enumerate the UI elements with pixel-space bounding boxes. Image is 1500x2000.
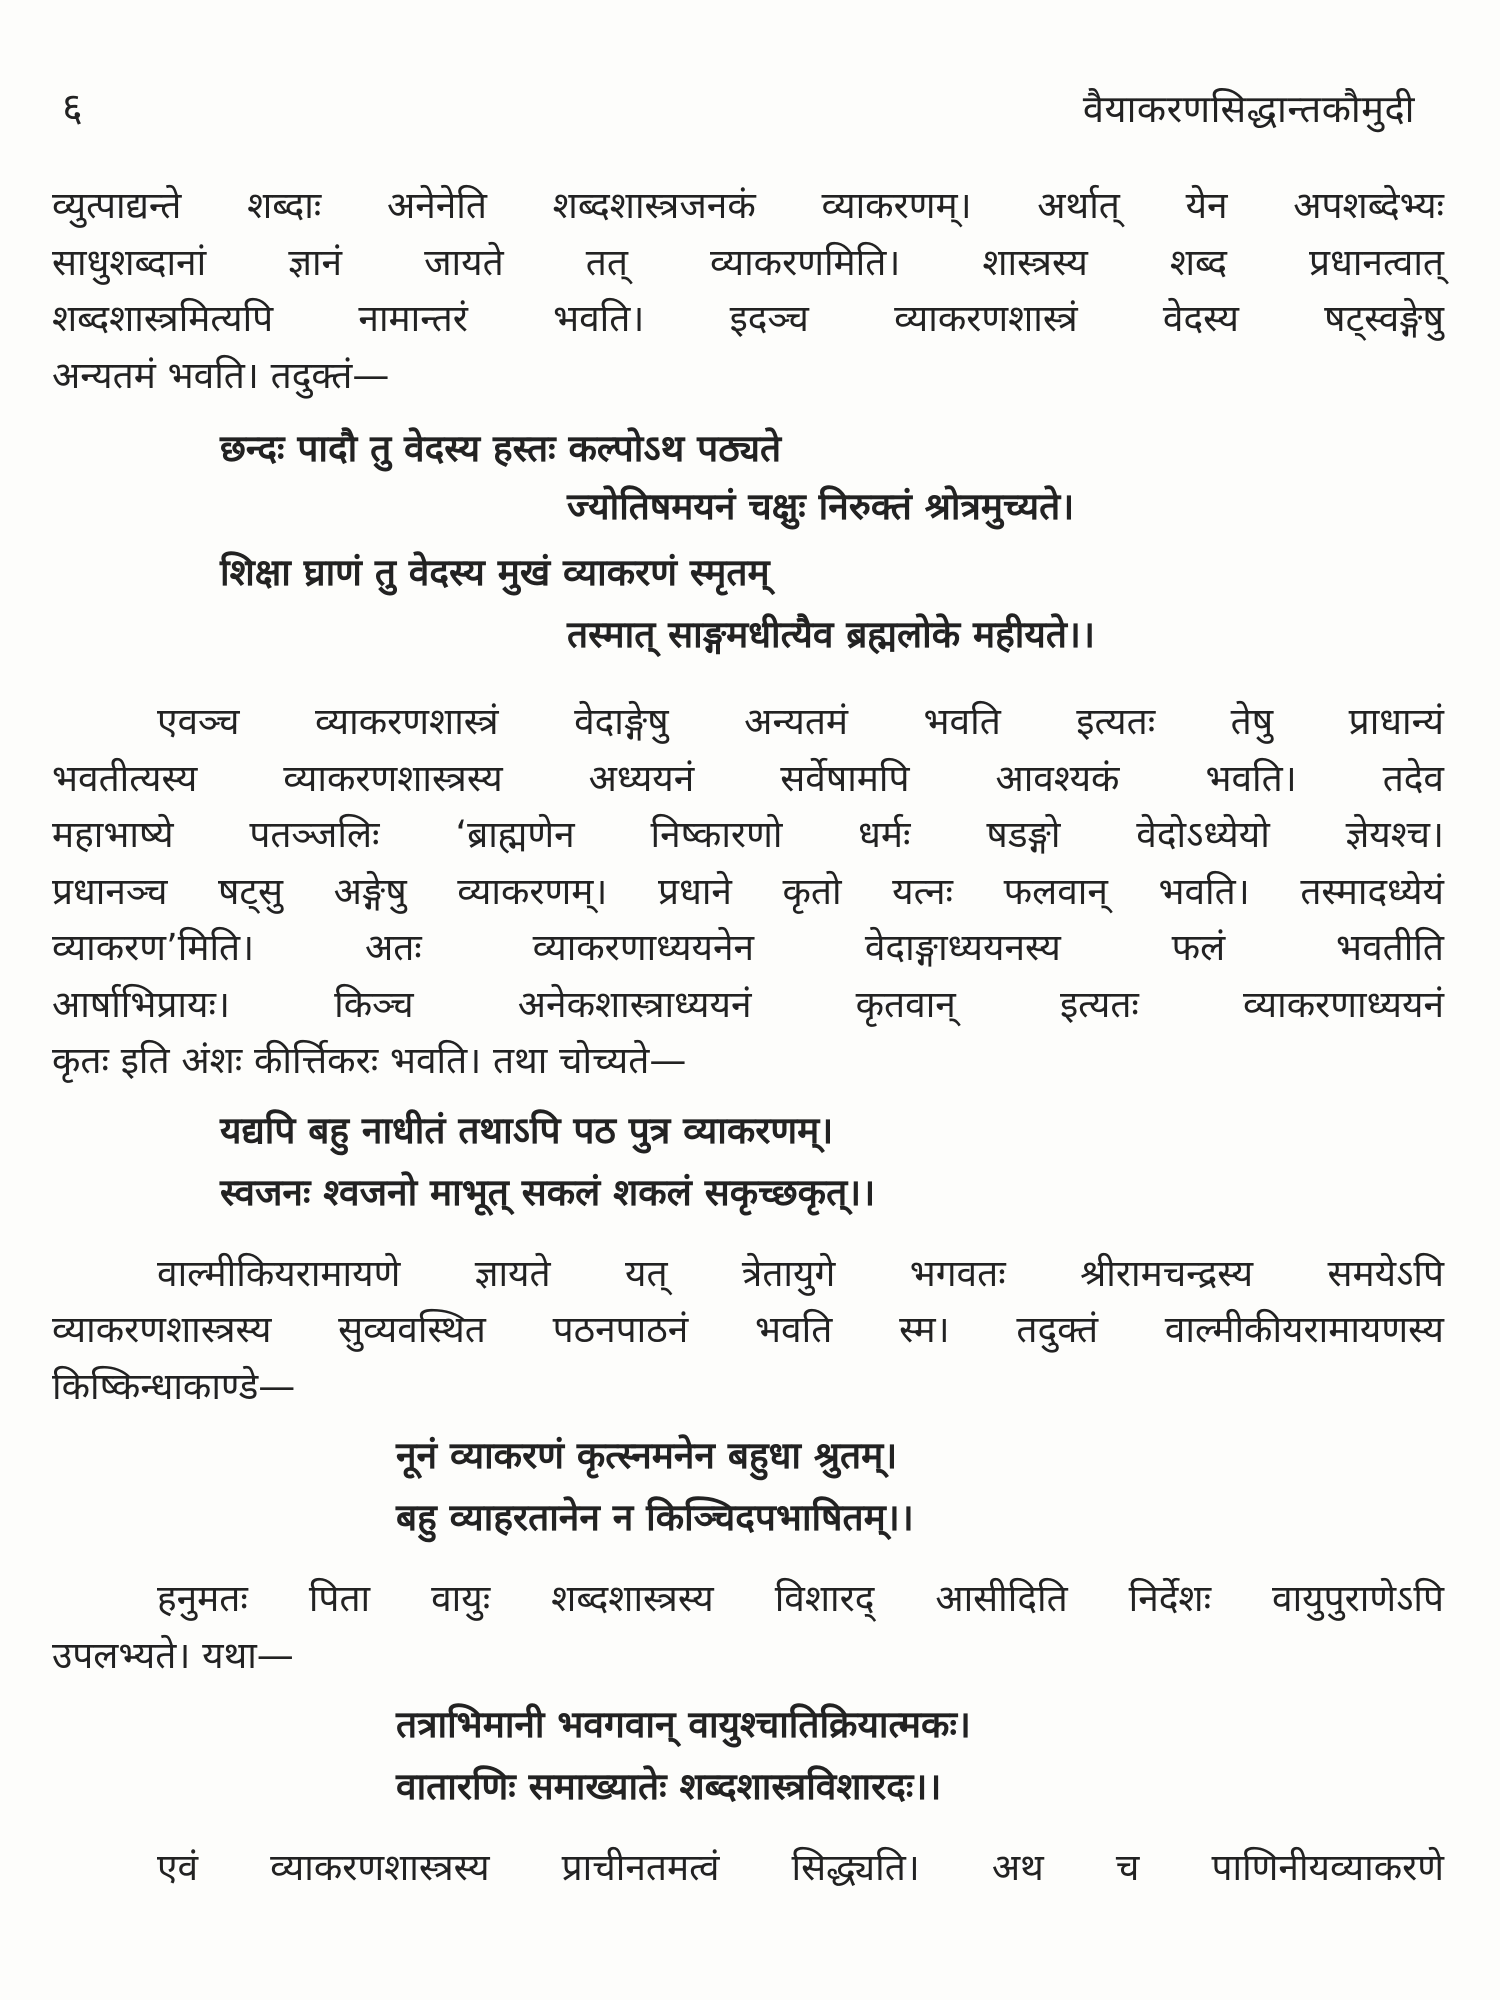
paragraph-1 bbox=[52, 178, 1444, 404]
paragraph-3 bbox=[52, 1246, 1444, 1416]
verse-line: वातारणिः समाख्यातेः शब्दशास्त्रविशारदः।। bbox=[396, 1765, 942, 1808]
paragraph-line: एवञ्च व्याकरणशास्त्रं वेदाङ्गेषु अन्यतमं भवति इत्यतः तेषु प्राधान्यं bbox=[157, 700, 1444, 743]
paragraph-4 bbox=[52, 1571, 1444, 1684]
paragraph-line: व्याकरण’मिति। अतः व्याकरणाध्ययनेन वेदाङ्गाध्ययनस्य फलं भवतीति bbox=[52, 926, 1444, 969]
verse-line: बहु व्याहरतानेन न किञ्चिदपभाषितम्।। bbox=[396, 1496, 914, 1539]
paragraph-line: आर्षाभिप्रायः। किञ्च अनेकशास्त्राध्ययनं कृतवान् इत्यतः व्याकरणाध्ययनं bbox=[52, 982, 1444, 1026]
running-head-title: वैयाकरणसिद्धान्तकौमुदी bbox=[1082, 87, 1415, 131]
page-body bbox=[52, 178, 1444, 1897]
paragraph-line: व्युत्पाद्यन्ते शब्दाः अनेनेति शब्दशास्त्रजनकं व्याकरणम्। अर्थात् येन अपशब्देभ्यः bbox=[52, 184, 1444, 227]
paragraph-line: प्रधानञ्च षट्सु अङ्गेषु व्याकरणम्। प्रधाने कृतो यत्नः फलवान् भवति। तस्मादध्येयं bbox=[52, 869, 1444, 913]
verse-line: नूनं व्याकरणं कृत्स्नमनेन बहुधा श्रुतम्। bbox=[396, 1434, 898, 1477]
verse-line: यद्यपि बहु नाधीतं तथाऽपि पठ पुत्र व्याकरणम्। bbox=[220, 1108, 834, 1152]
paragraph-line: कृतः इति अंशः कीर्त्तिकरः भवति। तथा चोच्यते— bbox=[52, 1039, 687, 1082]
verse-line: शिक्षा घ्राणं तु वेदस्य मुखं व्याकरणं स्मृतम् bbox=[220, 551, 770, 594]
paragraph-line: वाल्मीकियरामायणे ज्ञायते यत् त्रेतायुगे भगवतः श्रीरामचन्द्रस्य समयेऽपि bbox=[157, 1251, 1444, 1295]
paragraph-2 bbox=[52, 694, 1444, 1090]
paragraph-line: व्याकरणशास्त्रस्य सुव्यवस्थित पठनपाठनं भवति स्म। तदुक्तं वाल्मीकीयरामायणस्य bbox=[52, 1308, 1444, 1351]
verse-line: तत्राभिमानी भवगवान् वायुश्चातिक्रियात्मकः। bbox=[396, 1703, 971, 1746]
paragraph-line: उपलभ्यते। यथा— bbox=[52, 1633, 294, 1677]
paragraph-5 bbox=[52, 1840, 1444, 1897]
paragraph-line: साधुशब्दानां ज्ञानं जायते तत् व्याकरणमिति। शास्त्रस्य शब्द प्रधानत्वात् bbox=[52, 240, 1444, 284]
page-number: ६ bbox=[62, 85, 83, 131]
verse-line: स्वजनः श्वजनो माभूत् सकलं शकलं सकृच्छकृत्।। bbox=[220, 1170, 876, 1214]
paragraph-line: शब्दशास्त्रमित्यपि नामान्तरं भवति। इदञ्च व्याकरणशास्त्रं वेदस्य षट्स्वङ्गेषु bbox=[52, 297, 1444, 340]
verse-line: छन्दः पादौ तु वेदस्य हस्तः कल्पोऽथ पठ्यते bbox=[220, 427, 782, 470]
verse-3 bbox=[52, 1434, 1444, 1559]
paragraph-line: हनुमतः पिता वायुः शब्दशास्त्रस्य विशारद् आसीदिति निर्देशः वायुपुराणेऽपि bbox=[157, 1577, 1444, 1620]
paragraph-line: एवं व्याकरणशास्त्रस्य प्राचीनतमत्वं सिद्ध्यति। अथ च पाणिनीयव्याकरणे bbox=[157, 1846, 1444, 1889]
verse-4 bbox=[52, 1703, 1444, 1828]
paragraph-line: किष्किन्धाकाण्डे— bbox=[52, 1364, 296, 1408]
paragraph-line: भवतीत्यस्य व्याकरणशास्त्रस्य अध्ययनं सर्वेषामपि आवश्यकं भवति। तदेव bbox=[52, 756, 1444, 800]
verse-2 bbox=[52, 1108, 1444, 1234]
verse-line: तस्मात् साङ्गमधीत्यैव ब्रह्मलोके महीयते।। bbox=[567, 613, 1095, 656]
paragraph-line: अन्यतमं भवति। तदुक्तं— bbox=[52, 353, 390, 397]
verse-1 bbox=[52, 427, 1444, 676]
paragraph-line: महाभाष्ये पतञ्जलिः ‘ब्राह्मणेन निष्कारणो धर्मः षडङ्गो वेदोऽध्येयो ज्ञेयश्च। bbox=[52, 813, 1444, 856]
verse-line: ज्योतिषमयनं चक्षुः निरुक्तं श्रोत्रमुच्यते। bbox=[567, 485, 1075, 528]
